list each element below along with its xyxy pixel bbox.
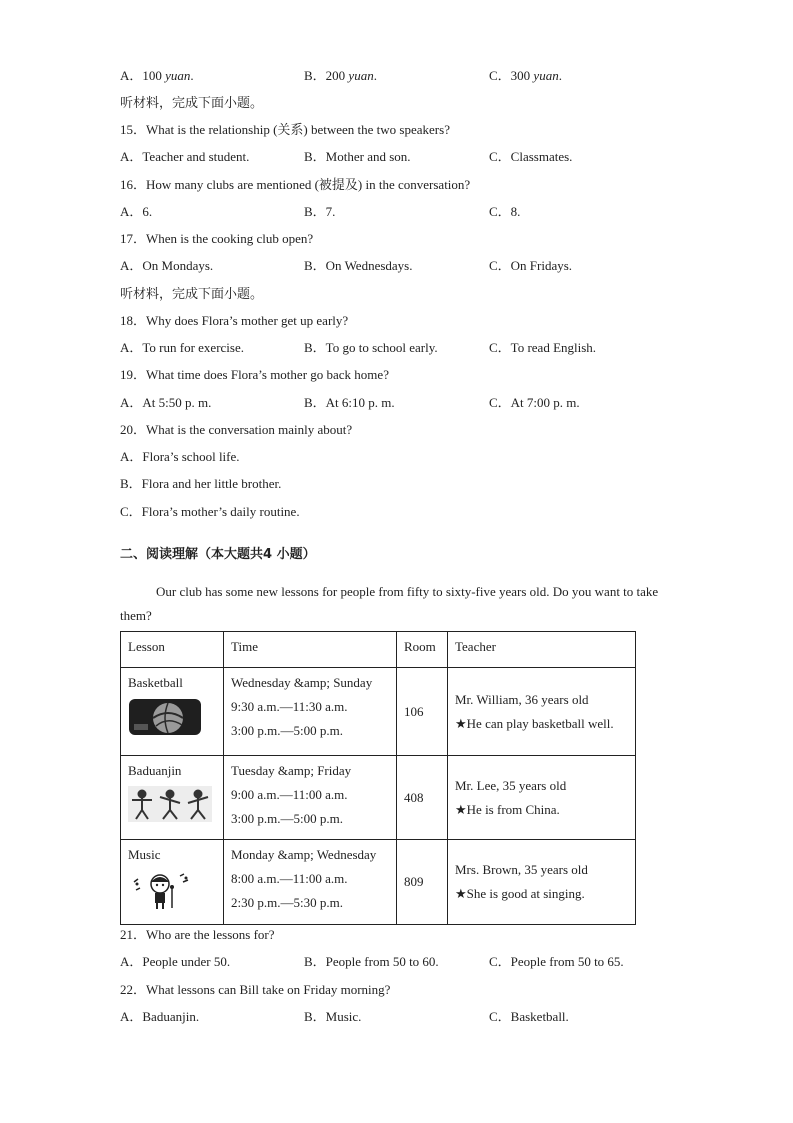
lesson-cell <box>121 840 224 925</box>
q17-option-b: B．On Wednesdays. <box>304 258 413 273</box>
q16-stem: 16．How many clubs are mentioned (被提及) in the conversation? <box>120 177 471 192</box>
room-cell: 408 <box>397 756 448 840</box>
lesson-name: Baduanjin <box>128 763 182 778</box>
basketball-picture <box>128 698 216 744</box>
table-row <box>121 756 636 840</box>
lesson-time-morning: 9:30 a.m.—11:30 a.m. <box>231 699 348 714</box>
q20-option-a: A．Flora’s school life. <box>120 449 240 464</box>
lesson-cell <box>121 668 224 756</box>
q15-stem: 15．What is the relationship (关系) between the two speakers? <box>120 122 450 137</box>
lesson-time-afternoon: 3:00 p.m.—5:00 p.m. <box>231 811 343 826</box>
q19-option-a: A．At 5:50 p. m. <box>120 395 212 410</box>
teacher-cell <box>448 668 636 756</box>
passage-intro: Our club has some new lessons for people from fifty to sixty-five years old. Do you want to take them? <box>120 584 659 623</box>
listening-instruction: 听材料，完成下面小题。 <box>120 95 264 110</box>
lesson-time-afternoon: 2:30 p.m.—5:30 p.m. <box>231 895 343 910</box>
q21-option-b: B．People from 50 to 60. <box>304 954 439 969</box>
q22-stem: 22．What lessons can Bill take on Friday morning? <box>120 982 391 997</box>
q19-stem: 19．What time does Flora’s mother go back home? <box>120 367 389 382</box>
q21-option-a: A．People under 50. <box>120 954 231 969</box>
teacher-note: ★He can play basketball well. <box>455 715 614 731</box>
q14-option-b: B．200 yuan. <box>304 68 377 83</box>
q18-option-b: B．To go to school early. <box>304 340 438 355</box>
q22-option-b: B．Music. <box>304 1009 362 1024</box>
lesson-name: Basketball <box>128 675 183 690</box>
header-room: Room <box>397 632 448 668</box>
lesson-name: Music <box>128 847 161 862</box>
q20-option-b: B．Flora and her little brother. <box>120 476 282 491</box>
q15-option-b: B．Mother and son. <box>304 149 411 164</box>
table-row <box>121 668 636 756</box>
q21-option-c: C．People from 50 to 65. <box>489 954 624 969</box>
lesson-time-morning: 9:00 a.m.—11:00 a.m. <box>231 787 348 802</box>
q17-option-a: A．On Mondays. <box>120 258 214 273</box>
baduanjin-picture <box>128 786 216 830</box>
q22-option-a: A．Baduanjin. <box>120 1009 200 1024</box>
listening-instruction-2: 听材料，完成下面小题。 <box>120 286 264 301</box>
teacher-note: ★She is good at singing. <box>455 886 585 901</box>
lesson-cell <box>121 756 224 840</box>
q19-option-b: B．At 6:10 p. m. <box>304 395 395 410</box>
q18-stem: 18．Why does Flora’s mother get up early? <box>120 313 349 328</box>
q20-stem: 20．What is the conversation mainly about? <box>120 422 353 437</box>
header-time: Time <box>224 632 397 668</box>
teacher-cell <box>448 840 636 925</box>
music-picture <box>128 870 216 918</box>
q16-option-a: A．6. <box>120 204 153 219</box>
room-cell: 106 <box>397 668 448 756</box>
q21-stem: 21．Who are the lessons for? <box>120 927 275 942</box>
q19-option-c: C．At 7:00 p. m. <box>489 395 580 410</box>
q15-option-a: A．Teacher and student. <box>120 149 250 164</box>
teacher-note: ★He is from China. <box>455 801 560 817</box>
table-header-row <box>121 632 636 668</box>
room-cell: 809 <box>397 840 448 925</box>
q16-option-b: B．7. <box>304 204 336 219</box>
lesson-time-afternoon: 3:00 p.m.—5:00 p.m. <box>231 723 343 738</box>
q18-option-c: C．To read English. <box>489 340 597 355</box>
q20-option-c: C．Flora’s mother’s daily routine. <box>120 504 300 519</box>
q17-stem: 17．When is the cooking club open? <box>120 231 314 246</box>
lesson-time-morning: 8:00 a.m.—11:00 a.m. <box>231 871 348 886</box>
time-cell <box>224 756 397 840</box>
lesson-days: Wednesday &amp; Sunday <box>231 675 373 690</box>
teacher-name: Mrs. Brown, 35 years old <box>455 862 588 877</box>
q14-option-c: C．300 yuan. <box>489 68 562 83</box>
header-lesson: Lesson <box>121 632 224 668</box>
q14-option-a: A．100 yuan. <box>120 68 194 83</box>
lesson-days: Tuesday &amp; Friday <box>231 763 352 778</box>
time-cell <box>224 840 397 925</box>
teacher-cell <box>448 756 636 840</box>
q17-option-c: C．On Fridays. <box>489 258 573 273</box>
q16-option-c: C．8. <box>489 204 521 219</box>
time-cell <box>224 668 397 756</box>
q15-option-c: C．Classmates. <box>489 149 573 164</box>
header-teacher: Teacher <box>448 632 636 668</box>
q18-option-a: A．To run for exercise. <box>120 340 244 355</box>
lesson-days: Monday &amp; Wednesday <box>231 847 377 862</box>
table-row <box>121 840 636 925</box>
lesson-schedule-table <box>120 631 636 925</box>
q22-option-c: C．Basketball. <box>489 1009 569 1024</box>
section-title-reading: 二、阅读理解（本大题共4 小题） <box>120 547 316 562</box>
teacher-name: Mr. Lee, 35 years old <box>455 777 567 793</box>
teacher-name: Mr. William, 36 years old <box>455 691 589 707</box>
